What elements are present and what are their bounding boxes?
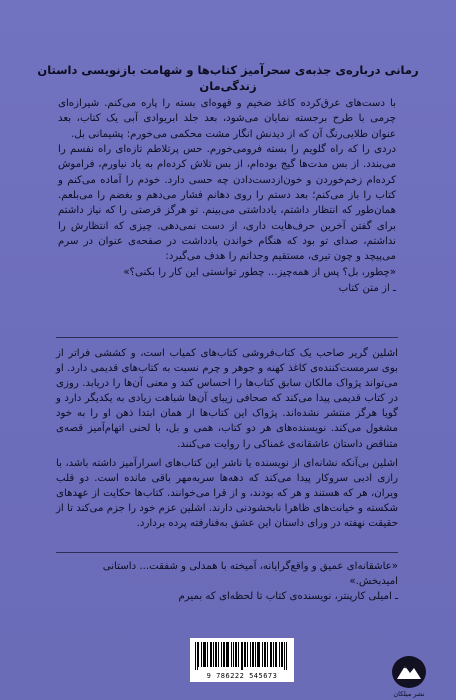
praise-attribution: ـ امیلی کارپنتر، نویسنده‌ی کتاب تا لحظه‌ای که بمیرم xyxy=(178,591,398,603)
barcode-bar xyxy=(267,642,268,667)
barcode-bar xyxy=(282,642,283,667)
barcode-bar xyxy=(210,642,211,667)
barcode-number: 9 786222 545673 xyxy=(206,672,278,680)
barcode-bar xyxy=(201,642,202,667)
barcode-bar xyxy=(223,642,224,667)
barcode-bar xyxy=(245,642,246,667)
isbn-barcode xyxy=(190,638,294,682)
divider xyxy=(56,337,398,338)
tagline: رمانی درباره‌ی جذبه‌ی سحرآمیز کتاب‌ها و شهامت بازنویسی داستان زندگی‌مان xyxy=(37,63,419,93)
barcode-bar xyxy=(207,642,208,667)
barcode-bar xyxy=(236,642,237,667)
barcode-bar xyxy=(275,642,276,667)
barcode-bar xyxy=(253,642,254,667)
barcode-bar xyxy=(238,642,239,667)
description-paragraph: اشلین گریر صاحب یک کتاب‌فروشی کتاب‌های کمیاب است، و کششی فراتر از بوی سرمست‌کننده‌ی کاغذ کهنه و جوهر و چرم نسبت به کتاب‌های قدیمی دارد. او می‌تواند پژواک مالکان سابق کتاب‌ها را احساس کند و معنی آن‌ها را دریابد. روزی در کتاب قدیمی پیدا می‌کند که صحافی زیبای آن‌ها شباهت زیادی به یکدیگر دارد و گویا هرگز منتشر نشده‌اند. پژواک این کتاب‌ها از همان ابتدا ذهن او را به خود مشغول می‌کند. نویسنده‌های هر دو کتاب، همی و بل، با لحنی اتهام‌آمیز قصه‌ی متناقض داستان عاشقانه‌ی غمناکی را روایت می‌کنند. xyxy=(56,348,398,450)
praise-block xyxy=(56,559,398,605)
barcode-bar xyxy=(252,642,253,667)
publisher-name: نشر میلکان xyxy=(393,690,425,698)
barcode-bar xyxy=(244,642,245,667)
barcode-bar xyxy=(258,642,259,667)
barcode-bar xyxy=(284,642,285,670)
excerpt-source: ـ از متن کتاب xyxy=(338,283,396,295)
barcode-bar xyxy=(276,642,277,667)
barcode-bar xyxy=(233,642,234,667)
barcode-bar xyxy=(198,642,199,667)
divider xyxy=(56,552,398,553)
barcode-bar xyxy=(213,642,214,667)
praise-quote: «عاشقانه‌ای عمیق و واقع‌گرایانه، آمیخته با همدلی و شفقت... داستانی امیدبخش.» xyxy=(102,561,398,588)
barcode-bar xyxy=(242,642,243,670)
barcode-bar xyxy=(226,642,227,667)
barcode-bar xyxy=(211,642,212,667)
barcode-bar xyxy=(250,642,251,667)
barcode-bar xyxy=(265,642,266,667)
barcode-bar xyxy=(227,642,228,667)
barcode-bar xyxy=(231,642,232,667)
barcode-bar xyxy=(221,642,222,667)
barcode-bar xyxy=(224,642,225,667)
barcode-bar xyxy=(247,642,248,667)
barcode-bar xyxy=(228,642,229,667)
barcode-bar xyxy=(271,642,272,667)
barcode-bar xyxy=(259,642,260,667)
barcode-bar xyxy=(264,642,265,667)
barcode-bar xyxy=(241,642,242,670)
barcode-bar xyxy=(205,642,206,667)
publisher-logo xyxy=(387,655,431,700)
barcode-bar xyxy=(215,642,216,667)
mountain-logo-icon xyxy=(391,655,427,689)
book-description xyxy=(56,346,398,535)
barcode-bar xyxy=(197,642,198,670)
barcode-bar xyxy=(270,642,271,667)
barcode-bar xyxy=(262,642,263,667)
barcode-bar xyxy=(235,642,236,667)
barcode-bar xyxy=(204,642,205,667)
excerpt-paragraph: دردی را که راه گلویم را بسته فرومی‌خورم. حس پرتلاطم تازه‌ای راه نفسم را می‌بندد. از بس مدت‌ها گیج بوده‌ام، از بس تلاش کرده‌ام به یاد نیاورم، فراموش کرده‌ام زخم‌خوردن و خون‌ازدست‌دادن چه حسی دارد. خودم را آماده می‌کنم و کتاب را باز می‌کنم؛ بعد دستم را روی دهانم فشار می‌دهم و بغضم را می‌بلعم. همان‌طور که انتظار داشتم، یادداشتی می‌بینم. تو هرگز فرصتی را که نیاز داشتم برای گفتن آخرین حرف‌هایت داری، از دست نمی‌دهی. چیزی که انتظارش را نداشتم، صدای تو بود که هنگام خواندن یادداشت در صفحه‌ی عنوان در سرم می‌پیچد و چون تیری، مستقیم وجدانم را هدف می‌گیرد: xyxy=(58,144,396,263)
barcode-bar xyxy=(281,642,282,667)
barcode-bar xyxy=(195,642,196,670)
book-excerpt xyxy=(58,96,396,296)
barcode-bar xyxy=(255,642,256,667)
barcode-bar xyxy=(257,642,258,667)
excerpt-quote: «چطور، بل؟ پس از همه‌چیز... چطور توانستی این کار را بکنی؟» xyxy=(123,266,396,278)
barcode-bar xyxy=(286,642,287,670)
barcode-bar xyxy=(218,642,219,667)
barcode-bars xyxy=(195,642,289,670)
barcode-bar xyxy=(216,642,217,667)
barcode-bar xyxy=(203,642,204,667)
description-paragraph: اشلین بی‌آنکه نشانه‌ای از نویسنده یا ناشر این کتاب‌های اسرارآمیز داشته باشد، با رازی ادبی سروکار پیدا می‌کند که دهه‌ها سربه‌مهر باقی مانده است. دو قلب ویران، هر که هستند و هر که بودند، و از قرا می‌خوانند. کتاب‌ها حکایت از عهدهای شکسته و خیانت‌های ظاهرا نابخشودنی دارند. اشلین عزم خود را جزم می‌کند تا از حقیقت نهفته در ورای داستان این عشق به‌فنارفته پرده بردارد. xyxy=(56,457,398,530)
barcode-bar xyxy=(273,642,274,667)
excerpt-paragraph: با دست‌های عرق‌کرده کاغذ ضخیم و قهوه‌ای بسته را پاره می‌کنم. شیرازه‌ای چرمی با طرح برجسته نمایان می‌شود، بعد جلد ابریوادی آبی یک کتاب، بعد عنوان طلایی‌رنگ آن که از دیدنش انگار مشت محکمی می‌خورم: پشیمانی بل. xyxy=(58,98,396,140)
barcode-bar xyxy=(279,642,280,667)
